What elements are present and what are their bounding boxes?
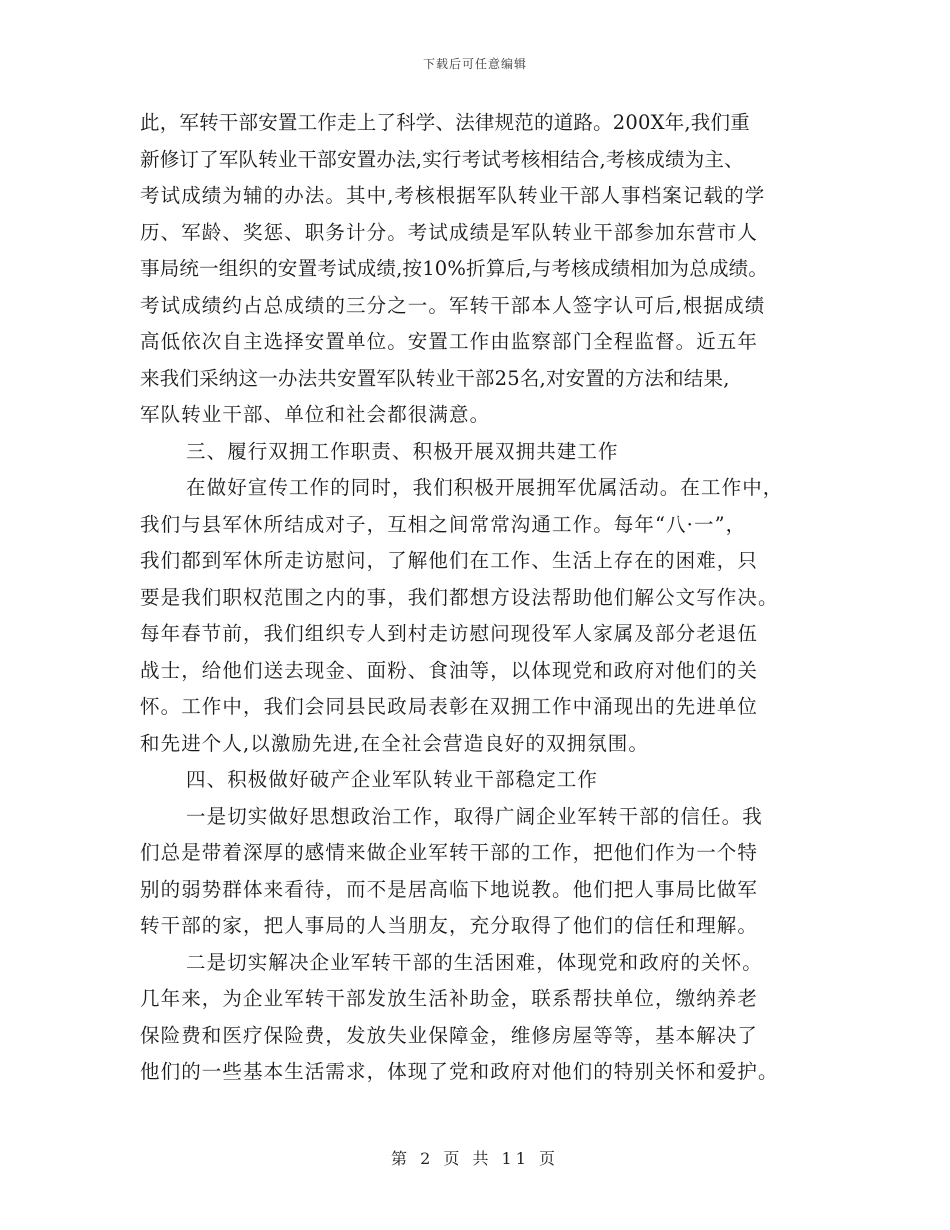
header-note: 下载后可任意编辑	[422, 57, 527, 71]
body-line: 他们的一些基本生活需求，体现了党和政府对他们的特别关怀和爱护。	[140, 1060, 779, 1083]
body-line: 军队转业干部、单位和社会都很满意。	[140, 403, 491, 426]
page-number: 第 2 页 共 11 页	[391, 1149, 559, 1168]
section-heading: 四、积极做好破产企业军队转业干部稳定工作	[186, 768, 599, 791]
body-line: 保险费和医疗保险费，发放失业保障金，维修房屋等等，基本解决了	[140, 1023, 759, 1047]
body-line: 我们都到军休所走访慰问，了解他们在工作、生活上存在的困难，只	[140, 549, 759, 572]
body-line: 二是切实解决企业军转干部的生活困难，体现党和政府的关怀。	[186, 950, 763, 974]
body-line: 别的弱势群体来看待，而不是居高临下地说教。他们把人事局比做军	[140, 877, 759, 901]
body-line: 怀。工作中，我们会同县民政局表彰在双拥工作中涌现出的先进单位	[140, 695, 759, 718]
body-line: 们总是带着深厚的感情来做企业军转干部的工作，把他们作为一个特	[140, 841, 759, 864]
body-line: 一是切实做好思想政治工作，取得广阔企业军转干部的信任。我	[186, 804, 763, 828]
body-line: 历、军龄、奖惩、职务计分。考试成绩是军队转业干部参加东营市人	[140, 220, 759, 244]
body-line: 我们与县军休所结成对子，互相之间常常沟通工作。每年“八·一”，	[140, 512, 747, 536]
section-heading: 三、履行双拥工作职责、积极开展双拥共建工作	[186, 439, 619, 463]
body-line: 要是我们职权范围之内的事，我们都想方设法帮助他们解公文写作决。	[140, 585, 779, 609]
body-line: 转干部的家，把人事局的人当朋友，充分取得了他们的信任和理解。	[140, 914, 759, 937]
body-line: 在做好宣传工作的同时，我们积极开展拥军优属活动。在工作中，	[186, 476, 784, 499]
body-line: 考试成绩为辅的办法。其中,考核根据军队转业干部人事档案记载的学	[140, 184, 766, 207]
body-line: 每年春节前，我们组织专人到村走访慰问现役军人家属及部分老退伍	[140, 622, 759, 645]
body-line: 高低依次自主选择安置单位。安置工作由监察部门全程监督。近五年	[140, 330, 759, 353]
body-line: 此，军转干部安置工作走上了科学、法律规范的道路。200X年,我们重	[140, 111, 750, 134]
body-line: 考试成绩约占总成绩的三分之一。军转干部本人签字认可后,根据成绩	[140, 293, 766, 317]
body-line: 和先进个人,以激励先进,在全社会营造良好的双拥氛围。	[140, 731, 649, 755]
body-line: 事局统一组织的安置考试成绩,按10%折算后,与考核成绩相加为总成绩。	[140, 257, 769, 280]
body-line: 来我们采纳这一办法共安置军队转业干部25名,对安置的方法和结果,	[140, 366, 730, 390]
body-line: 战士，给他们送去现金、面粉、食油等，以体现党和政府对他们的关	[140, 658, 759, 682]
body-line: 几年来，为企业军转干部发放生活补助金，联系帮扶单位，缴纳养老	[140, 987, 759, 1010]
body-line: 新修订了军队转业干部安置办法,实行考试考核相结合,考核成绩为主、	[140, 147, 744, 171]
document-body	[140, 105, 820, 1091]
